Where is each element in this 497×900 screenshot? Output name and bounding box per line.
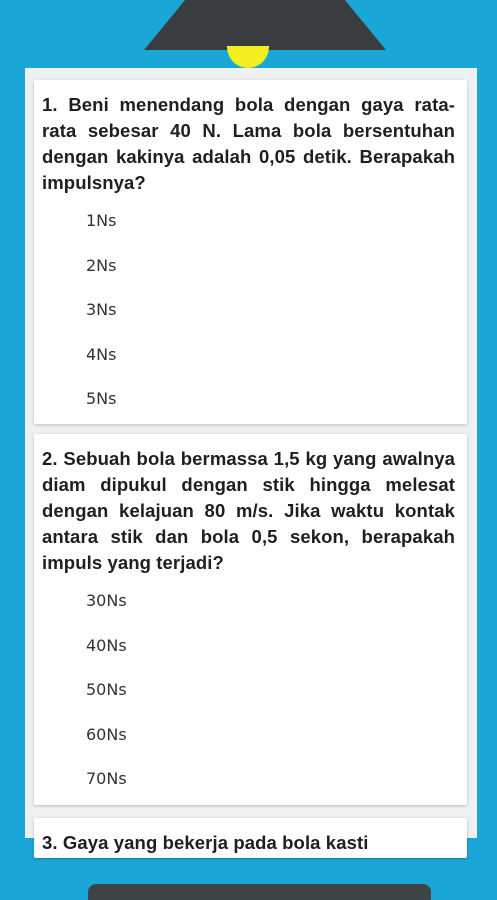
answer-option[interactable]: 60Ns (86, 724, 127, 744)
answer-option[interactable]: 5Ns (86, 389, 117, 408)
lamp-shade-decoration (144, 0, 386, 50)
answer-option[interactable]: 70Ns (86, 769, 127, 788)
answer-option[interactable]: 40Ns (86, 635, 127, 655)
answer-options-1 (42, 204, 455, 427)
question-card-3 (34, 818, 467, 858)
navigation-bar[interactable] (88, 884, 431, 900)
question-text-1: 1. Beni menendang bola dengan gaya rata-rata sebesar 40 N. Lama bola bersentuhan dengan kakinya adalah 0,05 detik. Berapakah impulsnya? (42, 94, 455, 193)
quiz-scroll-panel[interactable] (25, 68, 477, 853)
question-text-2: 2. Sebuah bola bermassa 1,5 kg yang awalnya diam dipukul dengan stik hingga melesat dengan kelajuan 80 m/s. Jika waktu kontak antara stik dan bola 0,5 sekon, berapakah impuls yang terjadi? (42, 448, 455, 573)
answer-option[interactable]: 50Ns (86, 680, 127, 699)
answer-options-2 (42, 584, 455, 807)
lamp-bulb-decoration (227, 46, 269, 68)
question-card-1 (34, 80, 467, 424)
answer-option[interactable]: 3Ns (86, 300, 117, 319)
question-card-2 (34, 434, 467, 805)
question-text-3: 3. Gaya yang bekerja pada bola kasti (42, 832, 369, 853)
answer-option[interactable]: 2Ns (86, 255, 117, 275)
answer-option[interactable]: 1Ns (86, 211, 117, 230)
answer-option[interactable]: 4Ns (86, 344, 117, 364)
answer-option[interactable]: 30Ns (86, 591, 127, 610)
